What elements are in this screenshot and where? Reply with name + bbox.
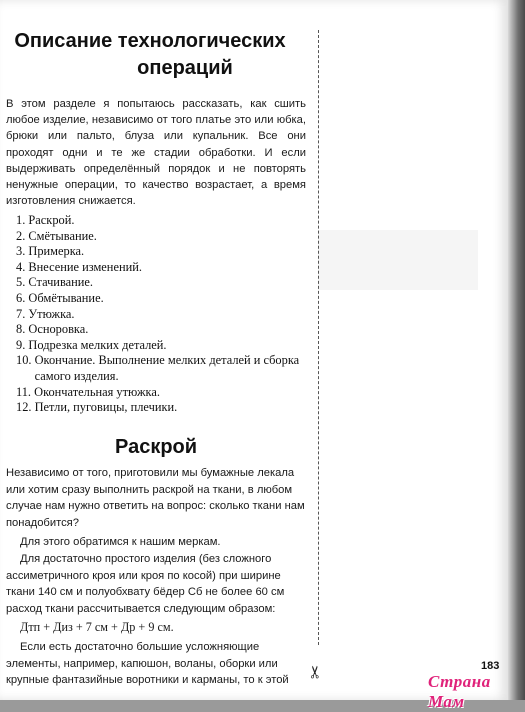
list-item: 4. Внесение изменений. [16, 259, 142, 274]
title-line-2: операций [137, 57, 233, 79]
paragraph: Если есть достаточно большие усложняющие элементы, например, капюшон, воланы, оборки или крупные фантазийные воротники и карманы, то к этой [6, 640, 289, 687]
section-heading: Раскрой [115, 436, 198, 458]
operations-list [16, 213, 316, 416]
list-item: 11. Окончательная утюжка. [16, 384, 160, 399]
paragraph: Независимо от того, приготовили мы бумажные лекала или хотим сразу выполнить раскрой на ткани, в любом случае нам нужно ответить на вопрос: сколько ткани нам понадобится? [6, 467, 305, 529]
watermark: Страна Мам [428, 672, 491, 711]
list-item: 3. Примерка. [16, 244, 85, 259]
list-item: 10. Окончание. Выполнение мелких деталей и сборка самого изделия. [16, 353, 300, 383]
dashed-cut-line [318, 30, 319, 645]
page-title [0, 28, 300, 82]
page-number: 183 [481, 660, 500, 672]
paragraph: Для этого обратимся к нашим меркам. [20, 536, 221, 549]
scissors-icon: ✂ [306, 664, 327, 680]
page-edge-shadow [508, 0, 525, 700]
list-item: 8. Осноровка. [16, 322, 89, 337]
list-item: 1. Раскрой. [16, 213, 75, 227]
list-item: 6. Обмётывание. [16, 290, 104, 305]
title-line-1: Описание технологических [14, 30, 286, 52]
list-item: 12. Петли, пуговицы, плечики. [16, 400, 178, 415]
intro-paragraph: В этом разделе я попытаюсь рассказать, как сшить любое изделие, независимо от того платье это или юбка, брюки или пальто, блуза или купальник. Все они проходят одни и те же стадии обработки. И если выдерживать определённый порядок и не повторять ненужные операции, то качество возрастает, а время изготовления снижается. [6, 98, 306, 208]
paragraph: Для достаточно простого изделия (без сложного ассиметричного кроя или кроя по косой) при ширине ткани 140 см и полуобхвату бёдер Сб не более 60 см расход ткани рассчитывается следующим образом: [6, 552, 285, 615]
list-item: 2. Смётывание. [16, 228, 97, 243]
list-item: 9. Подрезка мелких деталей. [16, 337, 167, 352]
list-item: 7. Утюжка. [16, 306, 75, 321]
formula: Дтп + Диз + 7 см + Др + 9 см. [20, 620, 174, 635]
list-item: 5. Стачивание. [16, 275, 93, 290]
section-body [6, 465, 306, 689]
